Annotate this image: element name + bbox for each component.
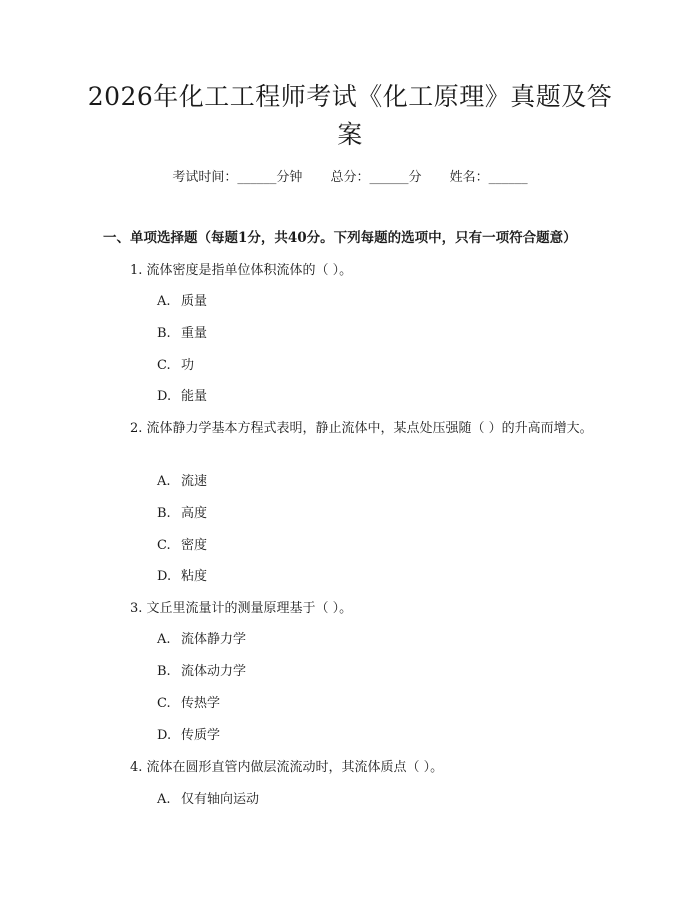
option-letter: D. [157,389,172,404]
exam-time-field: 考试时间：______分钟 [172,170,303,185]
question-1-option-d [157,387,207,407]
option-letter: A. [157,294,171,309]
option-letter: A. [157,792,171,807]
total-score-field: 总分：______分 [330,170,422,185]
option-text: 粘度 [181,569,208,584]
question-2-option-d [157,567,207,587]
question-2: 2. 流体静力学基本方程式表明，静止流体中，某点处压强随（ ）的升高而增大。 [130,421,593,436]
question-3: 3. 文丘里流量计的测量原理基于（ ）。 [130,601,353,616]
option-text: 传质学 [181,728,221,743]
question-1-option-b [157,324,207,344]
option-letter: B. [157,506,171,521]
question-3-option-b [157,662,246,682]
exam-info-line [0,168,700,188]
question-3-option-d [157,726,220,746]
option-text: 流体动力学 [181,664,247,679]
question-1-option-a [157,292,207,312]
question-3-option-c [157,694,220,714]
option-letter: A. [157,474,171,489]
option-letter: D. [157,569,172,584]
option-letter: B. [157,664,171,679]
option-letter: A. [157,632,171,647]
option-letter: C. [157,696,171,711]
question-2-option-a [157,472,207,492]
option-text: 功 [181,358,195,373]
option-text: 流体静力学 [181,632,247,647]
section-heading: 一、单项选择题（每题1分，共40分。下列每题的选项中，只有一项符合题意） [103,230,577,246]
option-letter: C. [157,358,171,373]
student-name-field: 姓名：______ [449,170,528,185]
option-text: 密度 [181,538,208,553]
option-text: 传热学 [181,696,221,711]
question-2-option-c [157,536,207,556]
option-letter: D. [157,728,172,743]
option-text: 质量 [181,294,208,309]
question-4-option-a [157,790,259,810]
page-title: 2026年化工工程师考试《化工原理》真题及答案 [87,82,613,149]
option-letter: C. [157,538,171,553]
option-text: 流速 [181,474,208,489]
question-2-option-b [157,504,207,524]
question-4: 4. 流体在圆形直管内做层流流动时，其流体质点（ ）。 [130,760,444,775]
option-text: 重量 [181,326,208,341]
question-3-option-a [157,630,246,650]
question-1-option-c [157,356,194,376]
option-letter: B. [157,326,171,341]
question-1: 1. 流体密度是指单位体积流体的（ ）。 [130,263,353,278]
option-text: 能量 [181,389,208,404]
option-text: 仅有轴向运动 [181,792,260,807]
option-text: 高度 [181,506,208,521]
